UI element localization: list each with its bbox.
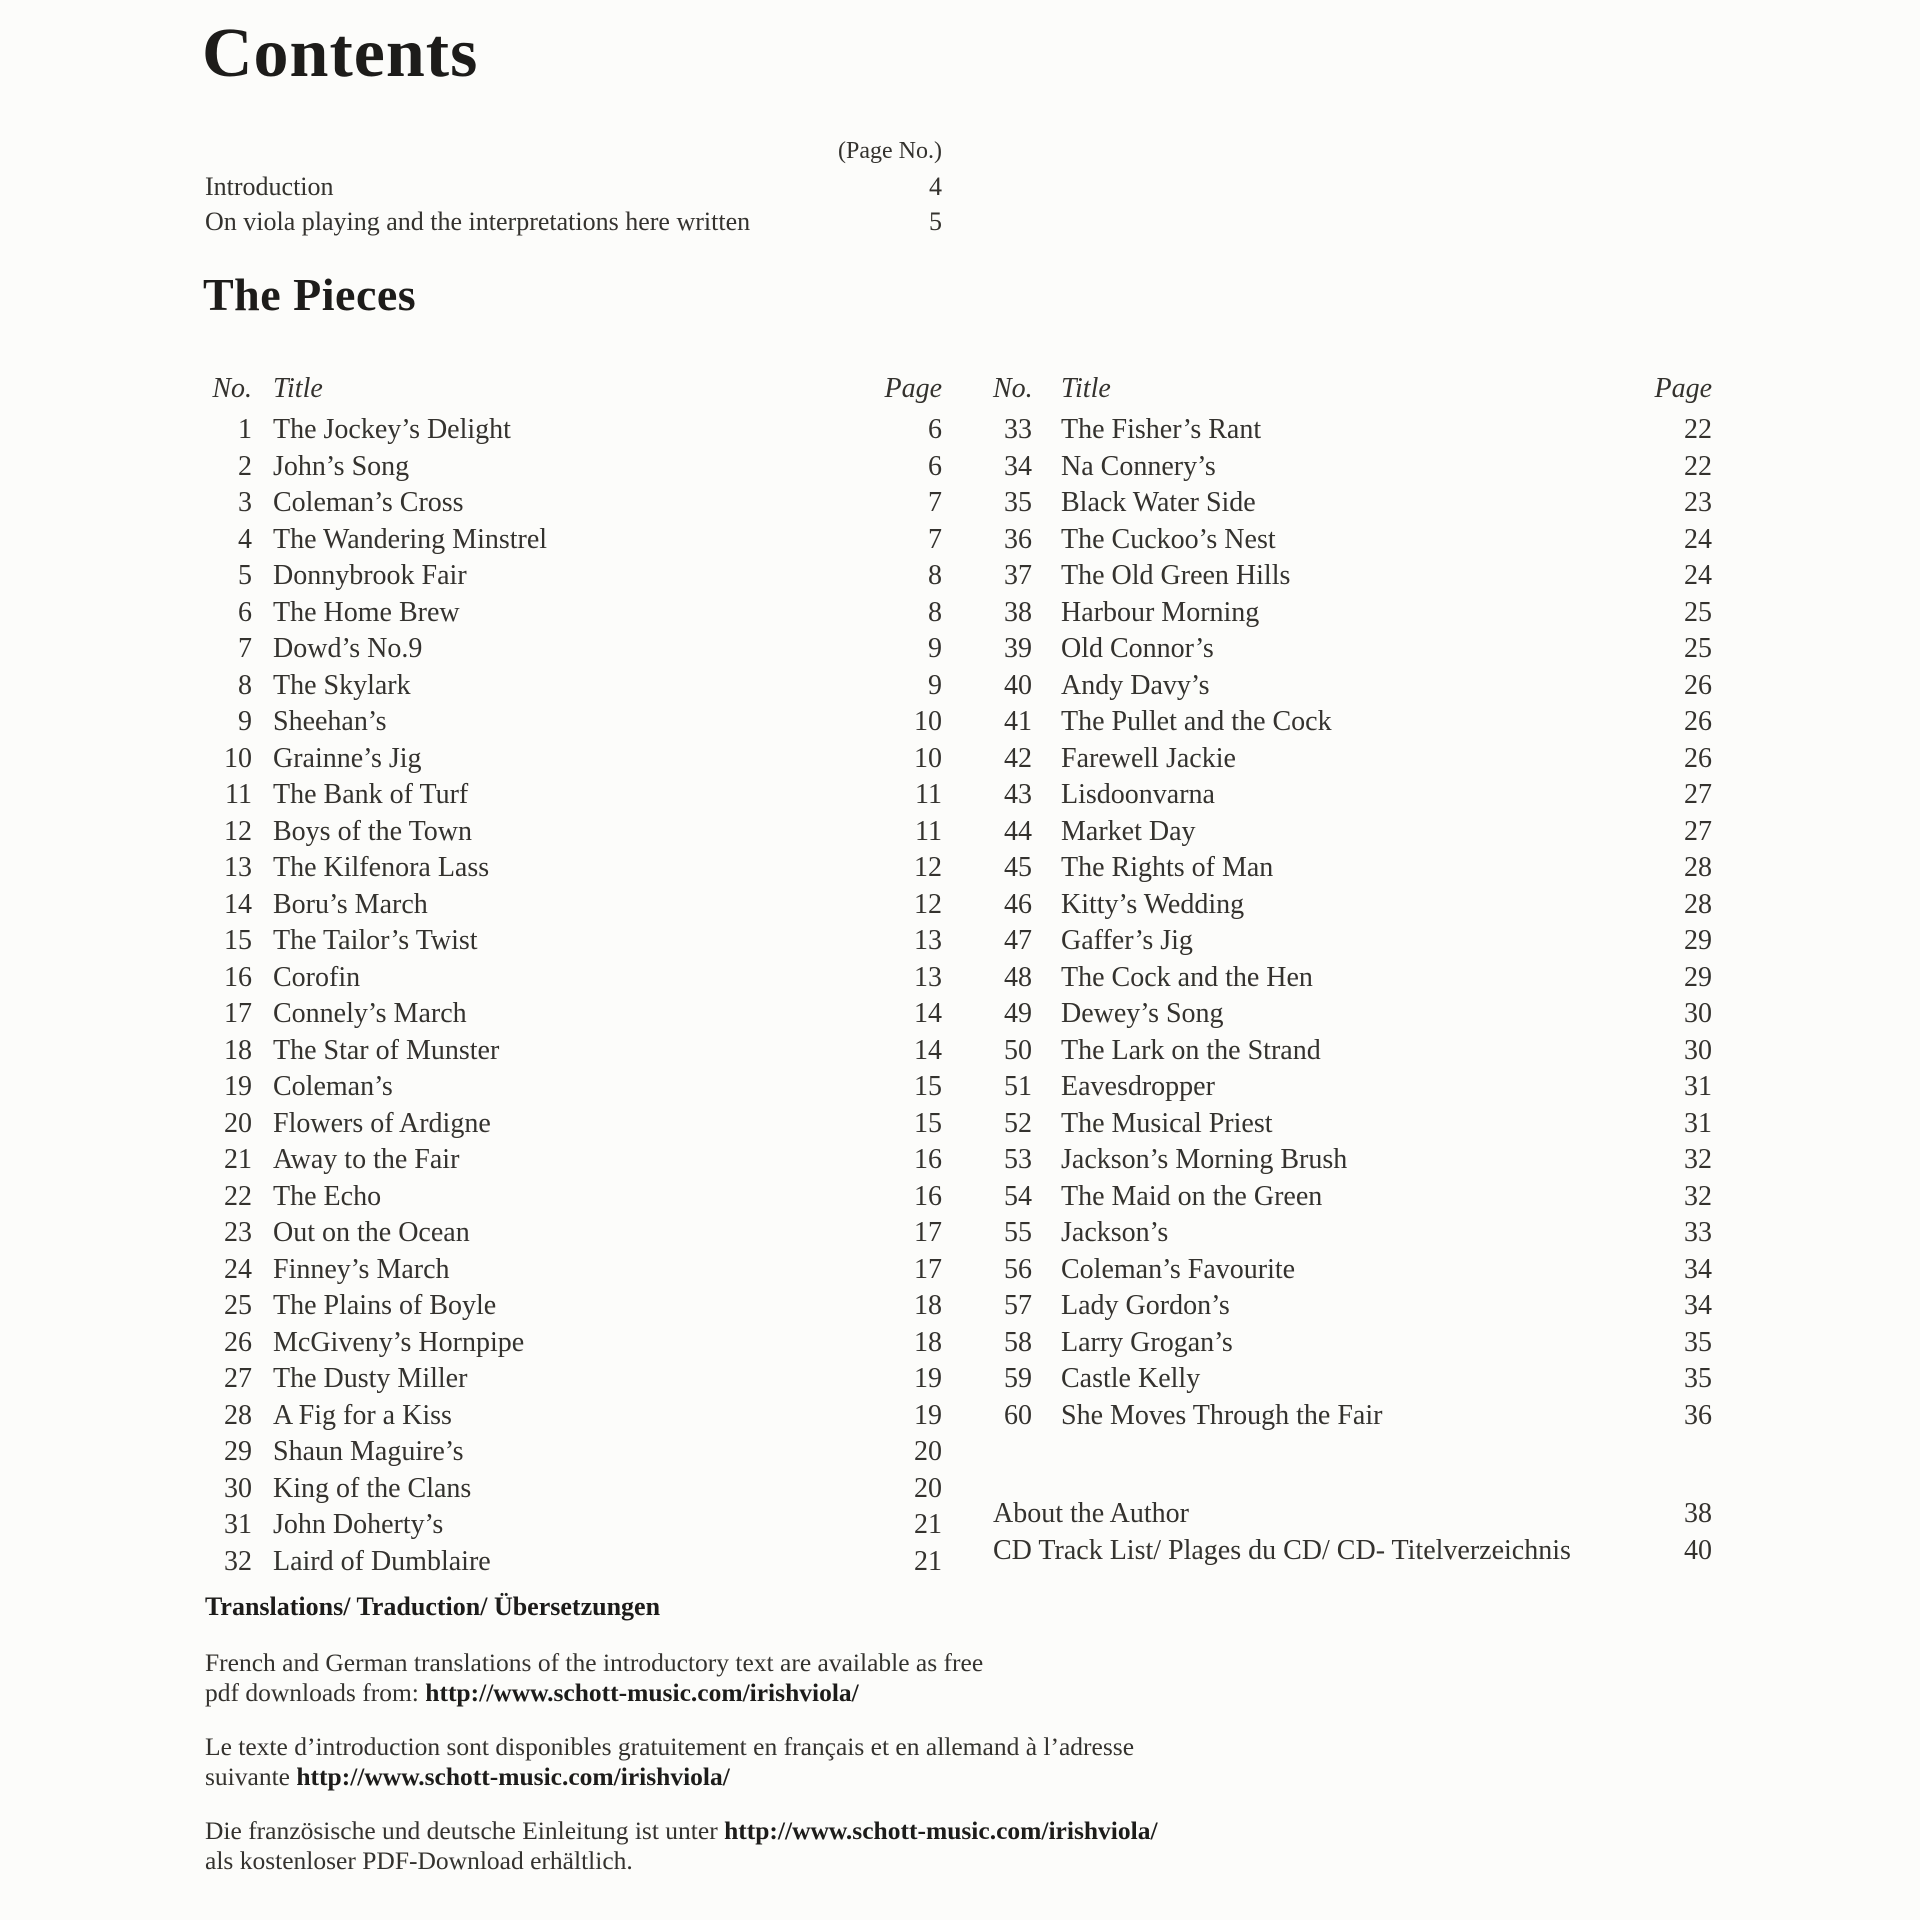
piece-page: 35 — [1684, 1363, 1712, 1394]
piece-title: Out on the Ocean — [273, 1217, 470, 1248]
piece-title: A Fig for a Kiss — [273, 1399, 452, 1431]
piece-number: 57 — [1004, 1290, 1032, 1321]
piece-page: 17 — [914, 1253, 942, 1285]
piece-page: 14 — [914, 1034, 942, 1066]
piece-number: 54 — [1004, 1180, 1032, 1212]
piece-number: 52 — [1004, 1107, 1032, 1139]
piece-number: 43 — [1004, 779, 1032, 810]
piece-title: Laird of Dumblaire — [273, 1545, 491, 1577]
piece-title: Black Water Side — [1061, 487, 1256, 518]
piece-title: The Musical Priest — [1061, 1107, 1273, 1139]
piece-row — [205, 595, 942, 632]
piece-title: The Kilfenora Lass — [273, 852, 490, 883]
piece-row — [205, 485, 942, 522]
piece-page: 17 — [914, 1217, 942, 1248]
piece-page: 11 — [915, 815, 942, 847]
piece-title: The Jockey’s Delight — [273, 414, 511, 445]
piece-number: 2 — [238, 450, 252, 482]
translation-paragraph — [205, 1648, 1605, 1708]
piece-row — [205, 1142, 942, 1179]
piece-title: The Cock and the Hen — [1061, 961, 1313, 993]
piece-number: 42 — [1004, 742, 1032, 774]
piece-page: 36 — [1684, 1399, 1712, 1431]
piece-row — [993, 814, 1712, 851]
piece-number: 58 — [1004, 1326, 1032, 1358]
piece-page: 6 — [928, 450, 942, 482]
piece-number: 36 — [1004, 523, 1032, 555]
piece-title: Na Connery’s — [1061, 450, 1216, 482]
page-title: Contents — [202, 15, 479, 92]
piece-page: 27 — [1684, 815, 1712, 847]
piece-page: 11 — [915, 779, 942, 810]
piece-title: Harbour Morning — [1061, 596, 1260, 628]
piece-title: Castle Kelly — [1061, 1363, 1201, 1394]
back-matter-row — [993, 1533, 1712, 1570]
piece-row — [993, 1179, 1712, 1216]
text-segment: French and German translations of the introductory text are available as free — [205, 1648, 984, 1677]
piece-number: 60 — [1004, 1399, 1032, 1431]
piece-title: Larry Grogan’s — [1061, 1326, 1233, 1358]
piece-title: She Moves Through the Fair — [1061, 1399, 1383, 1431]
piece-page: 6 — [928, 414, 942, 445]
piece-page: 25 — [1684, 633, 1712, 664]
piece-title: The Dusty Miller — [273, 1363, 468, 1394]
piece-title: John Doherty’s — [273, 1509, 444, 1540]
piece-page: 12 — [914, 888, 942, 920]
text-segment: suivante — [205, 1762, 297, 1791]
piece-number: 16 — [224, 961, 252, 993]
piece-row — [205, 1033, 942, 1070]
piece-row — [205, 412, 942, 449]
piece-number: 1 — [238, 414, 252, 445]
piece-row — [993, 1325, 1712, 1362]
piece-row — [205, 1544, 942, 1581]
page-no-label: (Page No.) — [838, 138, 942, 164]
piece-page: 34 — [1684, 1290, 1712, 1321]
piece-title: Old Connor’s — [1061, 633, 1214, 664]
piece-number: 12 — [224, 815, 252, 847]
piece-page: 26 — [1684, 706, 1712, 737]
piece-number: 39 — [1004, 633, 1032, 664]
piece-row — [205, 449, 942, 486]
piece-title: Boru’s March — [273, 888, 428, 920]
piece-number: 18 — [224, 1034, 252, 1066]
translation-paragraph — [205, 1732, 1605, 1792]
piece-row — [993, 887, 1712, 924]
piece-row — [205, 1361, 942, 1398]
text-segment: als kostenloser PDF-Download erhältlich. — [205, 1846, 633, 1875]
piece-row — [205, 887, 942, 924]
piece-title: The Fisher’s Rant — [1061, 414, 1262, 445]
piece-row — [993, 1033, 1712, 1070]
piece-number: 13 — [224, 852, 252, 883]
piece-number: 34 — [1004, 450, 1032, 482]
back-matter-page: 40 — [1684, 1534, 1712, 1566]
piece-row — [993, 960, 1712, 997]
piece-number: 4 — [238, 523, 252, 555]
back-matter-rows — [993, 1496, 1712, 1569]
piece-title: Grainne’s Jig — [273, 742, 422, 774]
piece-title: The Bank of Turf — [273, 779, 469, 810]
piece-page: 10 — [914, 706, 942, 737]
piece-number: 44 — [1004, 815, 1032, 847]
piece-number: 30 — [224, 1472, 252, 1504]
piece-row — [205, 1471, 942, 1508]
piece-page: 29 — [1684, 925, 1712, 956]
text-segment: pdf downloads from: — [205, 1678, 426, 1707]
piece-row — [993, 631, 1712, 668]
piece-row — [993, 668, 1712, 705]
piece-number: 28 — [224, 1399, 252, 1431]
piece-number: 31 — [224, 1509, 252, 1540]
piece-row — [205, 1398, 942, 1435]
piece-title: Kitty’s Wedding — [1061, 888, 1245, 920]
piece-number: 24 — [224, 1253, 252, 1285]
column-header-row — [993, 372, 1712, 412]
back-matter-row — [993, 1496, 1712, 1533]
piece-page: 28 — [1684, 888, 1712, 920]
piece-page: 7 — [928, 487, 942, 518]
piece-page: 31 — [1684, 1107, 1712, 1139]
piece-number: 11 — [225, 779, 252, 810]
piece-number: 45 — [1004, 852, 1032, 883]
piece-page: 15 — [914, 1107, 942, 1139]
piece-title: Shaun Maguire’s — [273, 1436, 464, 1467]
piece-page: 16 — [914, 1180, 942, 1212]
piece-page: 13 — [914, 961, 942, 993]
piece-number: 51 — [1004, 1071, 1032, 1102]
piece-row — [993, 1069, 1712, 1106]
piece-title: John’s Song — [273, 450, 410, 482]
piece-page: 18 — [914, 1326, 942, 1358]
piece-number: 37 — [1004, 560, 1032, 591]
piece-number: 50 — [1004, 1034, 1032, 1066]
piece-title: Connely’s March — [273, 998, 467, 1029]
piece-row — [993, 850, 1712, 887]
piece-page: 10 — [914, 742, 942, 774]
piece-row — [993, 558, 1712, 595]
piece-page: 16 — [914, 1144, 942, 1175]
piece-title: Corofin — [273, 961, 361, 993]
piece-row — [993, 449, 1712, 486]
piece-number: 14 — [224, 888, 252, 920]
piece-title: Market Day — [1061, 815, 1196, 847]
url-text: http://www.schott-music.com/irishviola/ — [296, 1762, 730, 1791]
piece-page: 29 — [1684, 961, 1712, 993]
piece-row — [993, 1142, 1712, 1179]
column-header-page: Page — [1654, 373, 1712, 404]
piece-title: Coleman’s — [273, 1071, 393, 1102]
piece-number: 8 — [238, 669, 252, 701]
piece-row — [993, 1215, 1712, 1252]
column-header-no: No. — [993, 373, 1033, 404]
piece-row — [993, 1361, 1712, 1398]
piece-title: Sheehan’s — [273, 706, 387, 737]
piece-number: 6 — [238, 596, 252, 628]
piece-page: 19 — [914, 1399, 942, 1431]
piece-number: 19 — [224, 1071, 252, 1102]
front-matter-page: 4 — [929, 172, 942, 201]
text-segment: Le texte d’introduction sont disponibles gratuitement en français et en allemand à l’adresse — [205, 1732, 1135, 1761]
piece-page: 9 — [928, 669, 942, 701]
piece-page: 26 — [1684, 669, 1712, 701]
piece-page: 15 — [914, 1071, 942, 1102]
piece-row — [205, 1325, 942, 1362]
piece-row — [205, 1507, 942, 1544]
piece-title: King of the Clans — [273, 1472, 472, 1504]
piece-number: 17 — [224, 998, 252, 1029]
piece-number: 38 — [1004, 596, 1032, 628]
piece-number: 5 — [238, 560, 252, 591]
piece-page: 8 — [928, 560, 942, 591]
piece-row — [993, 1252, 1712, 1289]
piece-title: Jackson’s — [1061, 1217, 1169, 1248]
piece-page: 34 — [1684, 1253, 1712, 1285]
piece-title: Coleman’s Favourite — [1061, 1253, 1296, 1285]
column-header-no: No. — [212, 373, 252, 404]
column-header-page: Page — [884, 373, 942, 404]
piece-row — [205, 1106, 942, 1143]
piece-page: 20 — [914, 1436, 942, 1467]
piece-row — [993, 412, 1712, 449]
front-matter — [205, 136, 942, 239]
url-text: http://www.schott-music.com/irishviola/ — [425, 1678, 859, 1707]
piece-title: Farewell Jackie — [1061, 742, 1236, 774]
piece-number: 20 — [224, 1107, 252, 1139]
piece-title: The Wandering Minstrel — [273, 523, 548, 555]
piece-title: Andy Davy’s — [1061, 669, 1210, 701]
piece-number: 35 — [1004, 487, 1032, 518]
piece-number: 56 — [1004, 1253, 1032, 1285]
piece-row — [993, 1398, 1712, 1435]
piece-row — [205, 996, 942, 1033]
piece-number: 21 — [224, 1144, 252, 1175]
piece-row — [993, 522, 1712, 559]
piece-title: The Old Green Hills — [1061, 560, 1291, 591]
piece-number: 32 — [224, 1545, 252, 1577]
piece-row — [205, 960, 942, 997]
piece-number: 22 — [224, 1180, 252, 1212]
piece-row — [205, 704, 942, 741]
piece-number: 7 — [238, 633, 252, 664]
piece-number: 15 — [224, 925, 252, 956]
piece-page: 14 — [914, 998, 942, 1029]
piece-number: 49 — [1004, 998, 1032, 1029]
piece-row — [205, 1069, 942, 1106]
piece-page: 20 — [914, 1472, 942, 1504]
piece-page: 22 — [1684, 414, 1712, 445]
piece-rows-left — [205, 412, 942, 1580]
piece-page: 31 — [1684, 1071, 1712, 1102]
piece-number: 26 — [224, 1326, 252, 1358]
piece-number: 48 — [1004, 961, 1032, 993]
piece-title: Dowd’s No.9 — [273, 633, 423, 664]
piece-title: Coleman’s Cross — [273, 487, 464, 518]
translations-paragraphs — [205, 1648, 1605, 1876]
piece-row — [993, 923, 1712, 960]
front-matter-title: On viola playing and the interpretations here written — [205, 207, 751, 236]
piece-title: The Cuckoo’s Nest — [1061, 523, 1276, 555]
piece-page: 30 — [1684, 998, 1712, 1029]
piece-row — [205, 850, 942, 887]
piece-title: The Maid on the Green — [1061, 1180, 1323, 1212]
piece-row — [205, 631, 942, 668]
column-header-row — [205, 372, 942, 412]
piece-page: 28 — [1684, 852, 1712, 883]
pieces-column-left — [205, 372, 942, 1580]
piece-number: 46 — [1004, 888, 1032, 920]
piece-page: 32 — [1684, 1180, 1712, 1212]
piece-page: 7 — [928, 523, 942, 555]
piece-page: 32 — [1684, 1144, 1712, 1175]
piece-row — [993, 1106, 1712, 1143]
piece-number: 55 — [1004, 1217, 1032, 1248]
piece-row — [205, 923, 942, 960]
piece-title: Away to the Fair — [273, 1144, 460, 1175]
piece-title: McGiveny’s Hornpipe — [273, 1326, 525, 1358]
translations-section — [205, 1592, 1605, 1900]
piece-page: 26 — [1684, 742, 1712, 774]
piece-page: 9 — [928, 633, 942, 664]
piece-row — [205, 558, 942, 595]
piece-number: 41 — [1004, 706, 1032, 737]
piece-page: 24 — [1684, 523, 1712, 555]
piece-number: 9 — [238, 706, 252, 737]
text-segment: Die französische und deutsche Einleitung ist unter — [205, 1816, 725, 1845]
piece-title: Flowers of Ardigne — [273, 1107, 491, 1139]
piece-row — [205, 1179, 942, 1216]
front-matter-row — [205, 169, 942, 204]
piece-title: Boys of the Town — [273, 815, 472, 847]
section-title: The Pieces — [203, 269, 417, 320]
piece-row — [993, 485, 1712, 522]
piece-page: 23 — [1684, 487, 1712, 518]
piece-number: 3 — [238, 487, 252, 518]
piece-row — [993, 996, 1712, 1033]
piece-title: The Pullet and the Cock — [1061, 706, 1332, 737]
piece-number: 47 — [1004, 925, 1032, 956]
piece-page: 24 — [1684, 560, 1712, 591]
piece-row — [205, 1288, 942, 1325]
piece-title: Lisdoonvarna — [1061, 779, 1215, 810]
column-gap — [993, 1434, 1712, 1496]
piece-row — [205, 1215, 942, 1252]
piece-row — [993, 741, 1712, 778]
piece-title: The Skylark — [273, 669, 411, 701]
piece-row — [205, 814, 942, 851]
piece-page: 22 — [1684, 450, 1712, 482]
piece-row — [993, 704, 1712, 741]
piece-title: The Home Brew — [273, 596, 460, 628]
piece-page: 13 — [914, 925, 942, 956]
piece-rows-right — [993, 412, 1712, 1434]
piece-page: 21 — [914, 1509, 942, 1540]
piece-title: The Rights of Man — [1061, 852, 1274, 883]
piece-row — [205, 1434, 942, 1471]
piece-title: Jackson’s Morning Brush — [1061, 1144, 1348, 1175]
piece-title: The Star of Munster — [273, 1034, 500, 1066]
piece-page: 18 — [914, 1290, 942, 1321]
piece-row — [205, 522, 942, 559]
front-matter-title: Introduction — [205, 172, 334, 201]
piece-row — [993, 1288, 1712, 1325]
piece-row — [205, 777, 942, 814]
piece-title: The Echo — [273, 1180, 382, 1212]
piece-number: 53 — [1004, 1144, 1032, 1175]
piece-title: The Lark on the Strand — [1061, 1034, 1321, 1066]
piece-number: 40 — [1004, 669, 1032, 701]
column-header-title: Title — [1061, 373, 1111, 404]
translation-paragraph — [205, 1816, 1605, 1876]
piece-page: 33 — [1684, 1217, 1712, 1248]
piece-row — [205, 1252, 942, 1289]
piece-page: 27 — [1684, 779, 1712, 810]
piece-page: 25 — [1684, 596, 1712, 628]
piece-number: 33 — [1004, 414, 1032, 445]
piece-page: 12 — [914, 852, 942, 883]
front-matter-rows — [205, 169, 942, 239]
piece-title: Eavesdropper — [1061, 1071, 1215, 1102]
front-matter-page: 5 — [929, 207, 942, 236]
piece-title: Finney’s March — [273, 1253, 450, 1285]
pieces-column-right — [993, 372, 1712, 1569]
piece-page: 21 — [914, 1545, 942, 1577]
piece-page: 30 — [1684, 1034, 1712, 1066]
piece-title: The Tailor’s Twist — [273, 925, 478, 956]
piece-number: 29 — [224, 1436, 252, 1467]
piece-number: 59 — [1004, 1363, 1032, 1394]
piece-title: Dewey’s Song — [1061, 998, 1224, 1029]
column-header-title: Title — [273, 373, 323, 404]
back-matter-title: CD Track List/ Plages du CD/ CD- Titelverzeichnis — [993, 1534, 1571, 1566]
piece-row — [205, 668, 942, 705]
piece-number: 25 — [224, 1290, 252, 1321]
front-matter-row — [205, 204, 942, 239]
piece-number: 23 — [224, 1217, 252, 1248]
piece-page: 35 — [1684, 1326, 1712, 1358]
piece-title: Gaffer’s Jig — [1061, 925, 1193, 956]
piece-row — [993, 777, 1712, 814]
url-text: http://www.schott-music.com/irishviola/ — [724, 1816, 1158, 1845]
piece-number: 27 — [224, 1363, 252, 1394]
piece-page: 19 — [914, 1363, 942, 1394]
piece-title: Lady Gordon’s — [1061, 1290, 1230, 1321]
translations-heading: Translations/ Traduction/ Übersetzungen — [205, 1592, 661, 1621]
piece-row — [205, 741, 942, 778]
back-matter-page: 38 — [1684, 1498, 1712, 1529]
piece-page: 8 — [928, 596, 942, 628]
piece-title: Donnybrook Fair — [273, 560, 467, 591]
piece-number: 10 — [224, 742, 252, 774]
piece-row — [993, 595, 1712, 632]
piece-title: The Plains of Boyle — [273, 1290, 497, 1321]
back-matter-title: About the Author — [993, 1498, 1189, 1529]
